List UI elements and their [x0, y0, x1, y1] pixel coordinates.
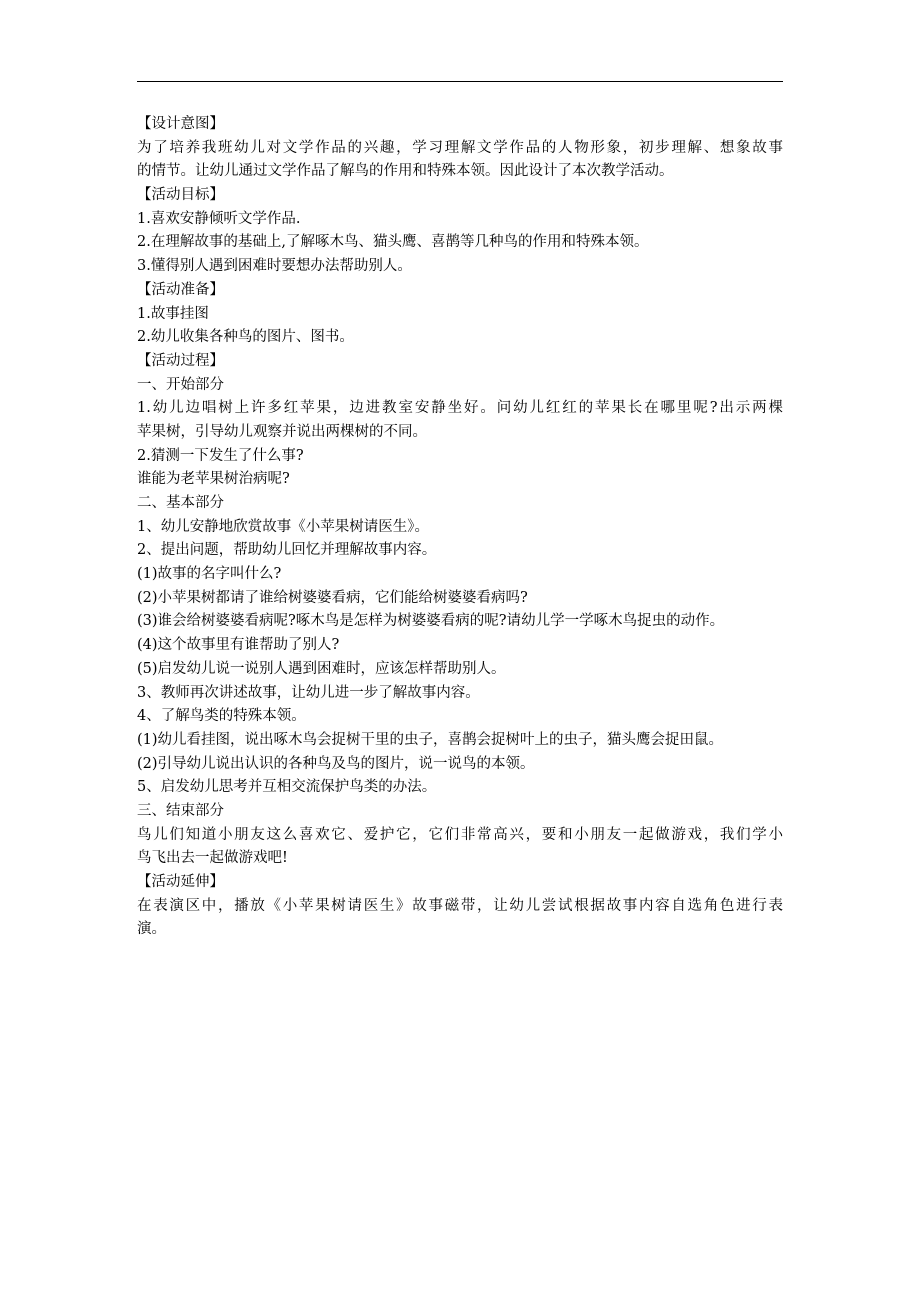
list-item: (5)启发幼儿说一说别人遇到困难时，应该怎样帮助别人。 — [137, 660, 506, 677]
subsection-heading: 二、基本部分 — [137, 495, 224, 511]
section-heading: 【设计意图】 — [137, 116, 224, 132]
list-item: (2)引导幼儿说出认识的各种鸟及鸟的图片，说一说鸟的本领。 — [137, 755, 535, 772]
subsection-heading: 三、结束部分 — [137, 802, 224, 819]
paragraph-line: 为了培养我班幼儿对文学作品的兴趣，学习理解文学作品的人物形象，初步理解、想象故事 — [137, 139, 783, 156]
list-item: 1.喜欢安静倾听文学作品. — [137, 210, 301, 227]
paragraph-line: 谁能为老苹果树治病呢? — [137, 471, 290, 488]
list-item: 2.猜测一下发生了什么事? — [137, 447, 304, 464]
list-item: (2)小苹果树都请了谁给树婆婆看病，它们能给树婆婆看病吗? — [137, 589, 528, 606]
list-item: 3、教师再次讲述故事，让幼儿进一步了解故事内容。 — [137, 684, 480, 701]
list-item: 1.幼儿边唱树上许多红苹果，边进教室安静坐好。问幼儿红红的苹果长在哪里呢?出示两棵 — [137, 400, 783, 417]
list-item: 4、了解鸟类的特殊本领。 — [137, 708, 306, 725]
paragraph-line: 鸟儿们知道小朋友这么喜欢它、爱护它，它们非常高兴，要和小朋友一起做游戏，我们学小 — [137, 826, 783, 843]
list-item: 2、提出问题，帮助幼儿回忆并理解故事内容。 — [137, 542, 437, 559]
list-item: 1、幼儿安静地欣赏故事《小苹果树请医生》。 — [137, 518, 429, 535]
section-heading: 【活动准备】 — [137, 281, 224, 298]
list-item: (3)谁会给树婆婆看病呢?啄木鸟是怎样为树婆婆看病的呢?请幼儿学一学啄木鸟捉虫的动作。 — [137, 613, 725, 630]
header-rule — [137, 81, 783, 82]
list-item: (1)幼儿看挂图，说出啄木鸟会捉树干里的虫子，喜鹊会捉树叶上的虫子，猫头鹰会捉田鼠。 — [137, 731, 724, 748]
section-heading: 【活动过程】 — [137, 352, 224, 369]
paragraph-line: 演。 — [137, 921, 166, 938]
list-item: (4)这个故事里有谁帮助了别人? — [137, 637, 340, 654]
section-heading: 【活动目标】 — [137, 187, 224, 204]
list-item: 2.在理解故事的基础上,了解啄木鸟、猫头鹰、喜鹊等几种鸟的作用和特殊本领。 — [137, 234, 649, 251]
list-item: (1)故事的名字叫什么? — [137, 566, 282, 583]
paragraph-line: 在表演区中，播放《小苹果树请医生》故事磁带，让幼儿尝试根据故事内容自选角色进行表 — [137, 897, 783, 914]
paragraph-line: 苹果树，引导幼儿观察并说出两棵树的不同。 — [137, 423, 427, 440]
list-item: 1.故事挂图 — [137, 305, 209, 322]
paragraph-line: 鸟飞出去一起做游戏吧! — [137, 850, 288, 867]
list-item: 3.懂得别人遇到困难时要想办法帮助别人。 — [137, 258, 412, 275]
section-heading: 【活动延伸】 — [137, 874, 224, 890]
list-item: 2.幼儿收集各种鸟的图片、图书。 — [137, 329, 354, 346]
paragraph-line: 的情节。让幼儿通过文学作品了解鸟的作用和特殊本领。因此设计了本次教学活动。 — [137, 163, 674, 180]
subsection-heading: 一、开始部分 — [137, 376, 224, 393]
list-item: 5、启发幼儿思考并互相交流保护鸟类的办法。 — [137, 779, 437, 796]
document-body — [137, 113, 783, 942]
